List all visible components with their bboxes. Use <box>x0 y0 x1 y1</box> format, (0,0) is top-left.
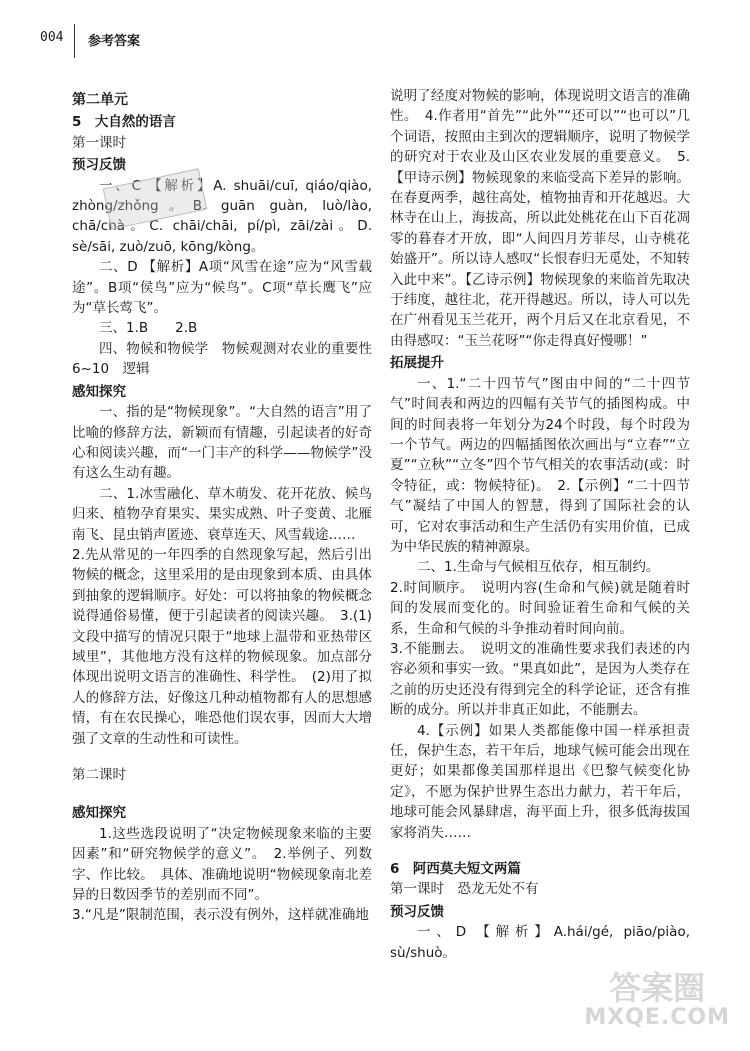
answer-paragraph: 二、D 【解析】A项“风雪在途”应为“风雪载途”。B项“侯鸟”应为“候鸟”。C项“草长鹰飞”应为“草长莺飞”。 <box>72 259 372 317</box>
watermark-url: MXQE.COM <box>584 1005 730 1030</box>
right-column <box>390 86 690 963</box>
answer-paragraph: 二、1.生命与气候相互依存，相互制约。 <box>417 559 660 576</box>
section-heading: 预习反馈 <box>390 903 444 920</box>
answer-paragraph: 一、D 【解析】A.hái/gé, piāo/piào, sù/shuò。 <box>390 924 690 961</box>
answer-paragraph: 一、指的是“物候现象”。“大自然的语言”用了比喻的修辞方法，新颖而有情趣，引起读者的好奇心和阅读兴趣，而“一门丰产的科学——物候学”没有这么生动有趣。 <box>72 404 372 482</box>
period-title: 第一课时 恐龙无处不有 <box>390 881 539 898</box>
period-title: 第二课时 <box>72 767 126 783</box>
section-heading: 感知探究 <box>72 383 126 400</box>
header-divider <box>74 24 75 58</box>
answer-paragraph: 四、物候和物候学 物候观测对农业的重要性 6~10 逻辑 <box>72 340 386 378</box>
page-number: 004 <box>40 30 64 45</box>
header-title: 参考答案 <box>88 34 141 49</box>
answer-paragraph: 2.先从常见的一年四季的自然现象写起，然后引出物候的概念，这里采用的是由现象到本质、由具体到抽象的逻辑顺序。好处：可以将抽象的物候概念说得通俗易懂，便于引起读者的阅读兴趣。 3.(1)文段中描写的情况只限于“地球上温带和亚热带区域里”，其他地方没有这样的物候现象。加点部分体现出说明文语言的准确性、科学性。 (2)用了拟人的修辞方法，好像这几种动植物都有人的思想感情，有在农民操心，唯恐他们误农事，因而大大增强了文章的生动性和可读性。 <box>72 546 372 747</box>
answer-paragraph: 3.“凡是”限制范围，表示没有例外，这样就准确地 <box>72 907 369 924</box>
section-heading: 预习反馈 <box>72 157 126 174</box>
page-header <box>30 24 720 60</box>
period-title: 第一课时 <box>72 134 126 151</box>
answer-paragraph: 三、1.B 2.B <box>99 320 198 337</box>
section-heading: 拓展提升 <box>390 355 444 372</box>
watermark-text: 答案圈 <box>609 969 706 1007</box>
answer-paragraph: 3.不能删去。 说明文的准确性要求我们表述的内容必须和事实一致。“果真如此”，是因为人类存在之前的历史还没有得到完全的科学论证，还含有推断的成分。所以并非真正如此，不能删去。 <box>390 640 690 719</box>
unit-title: 第二单元 <box>72 92 128 108</box>
answer-paragraph: 一、1.“二十四节气”图由中间的“二十四节气”时间表和两边的四幅有关节气的插图构成。中间的时间表将一年划分为24个时段，每个时段为一个节气。两边的四幅插图依次画出与“立春”“立夏”“立秋”“立冬”四个节气相关的农事活动(或：时令特征，或：物候特征)。 2.【示例】“二十四节气”凝结了中国人的智慧，得到了国际社会的认可，它对农事活动和生产生活仍有实用价值，已成为中华民族的精神源泉。 <box>390 375 690 555</box>
answer-paragraph: 2.时间顺序。 说明内容(生命和气候)就是随着时间的发展而变化的。时间验证着生命和气候的关系，生命和气候的斗争推动着时间向前。 <box>390 579 690 637</box>
answer-paragraph: 说明了经度对物候的影响，体现说明文语言的准确性。 4.作者用“首先”“此外”“还可以”“也可以”几个词语，按照由主到次的逻辑顺序，说明了物候学的研究对于农业及山区农业发展的重要意义。 5.【甲诗示例】物候现象的来临受高下差异的影响。在春夏两季，越往高处，植物抽青和开花越迟。大林寺在山上，海拔高，所以此处桃花在山下百花凋零的暮春才开放，即“人间四月芳菲尽，山寺桃花始盛开”。所以诗人感叹“长恨春归无觅处，不知转入此中来”。【乙诗示例】物候现象的来临首先取决于纬度，越往北，花开得越迟。所以，诗人可以先在广州看见玉兰花开，两个月后又在北京看见，不由得感叹：“玉兰花呀”“你走得真好慢哪！” <box>390 88 690 349</box>
lesson-title: 6 阿西莫夫短文两篇 <box>390 861 521 878</box>
answer-paragraph: 1.这些选段说明了“决定物候现象来临的主要因素”和“研究物候学的意义”。 2.举例子、列数字、作比较。 具体、准确地说明“物候现象南北差异的日数因季节的差别而不同”。 <box>72 825 372 904</box>
lesson-title: 5 大自然的语言 <box>72 114 176 131</box>
answer-paragraph: 4.【示例】如果人类都能像中国一样承担责任，保护生态，若干年后，地球气候可能会出现在更好；如果都像美国那样退出《巴黎气候变化协定》，不愿为保护世界生态出力献力，若干年后，地球可能会风暴肆虐，海平面上升，很多低海拔国家将消失…… <box>390 722 690 841</box>
answer-paragraph: 一、C 【解析】A. shuāi/cuī, qiáo/qiào, zhòng/zhǒng。B. guān guàn, luò/lào, chā/chà。C. chāi/chāi, pí/pì, zāi/zài。D. sè/sāi, zuò/zuō, kōng/kòng。 <box>72 177 372 255</box>
watermark-logo <box>584 969 730 1033</box>
section-heading: 感知探究 <box>72 805 126 822</box>
answer-paragraph: 二、1.冰雪融化、草木萌发、花开花放、候鸟归来、植物孕育果实、果实成熟、叶子变黄、北雁南飞、昆虫销声匿迹、衰草连天、风雪载途…… <box>72 485 372 543</box>
